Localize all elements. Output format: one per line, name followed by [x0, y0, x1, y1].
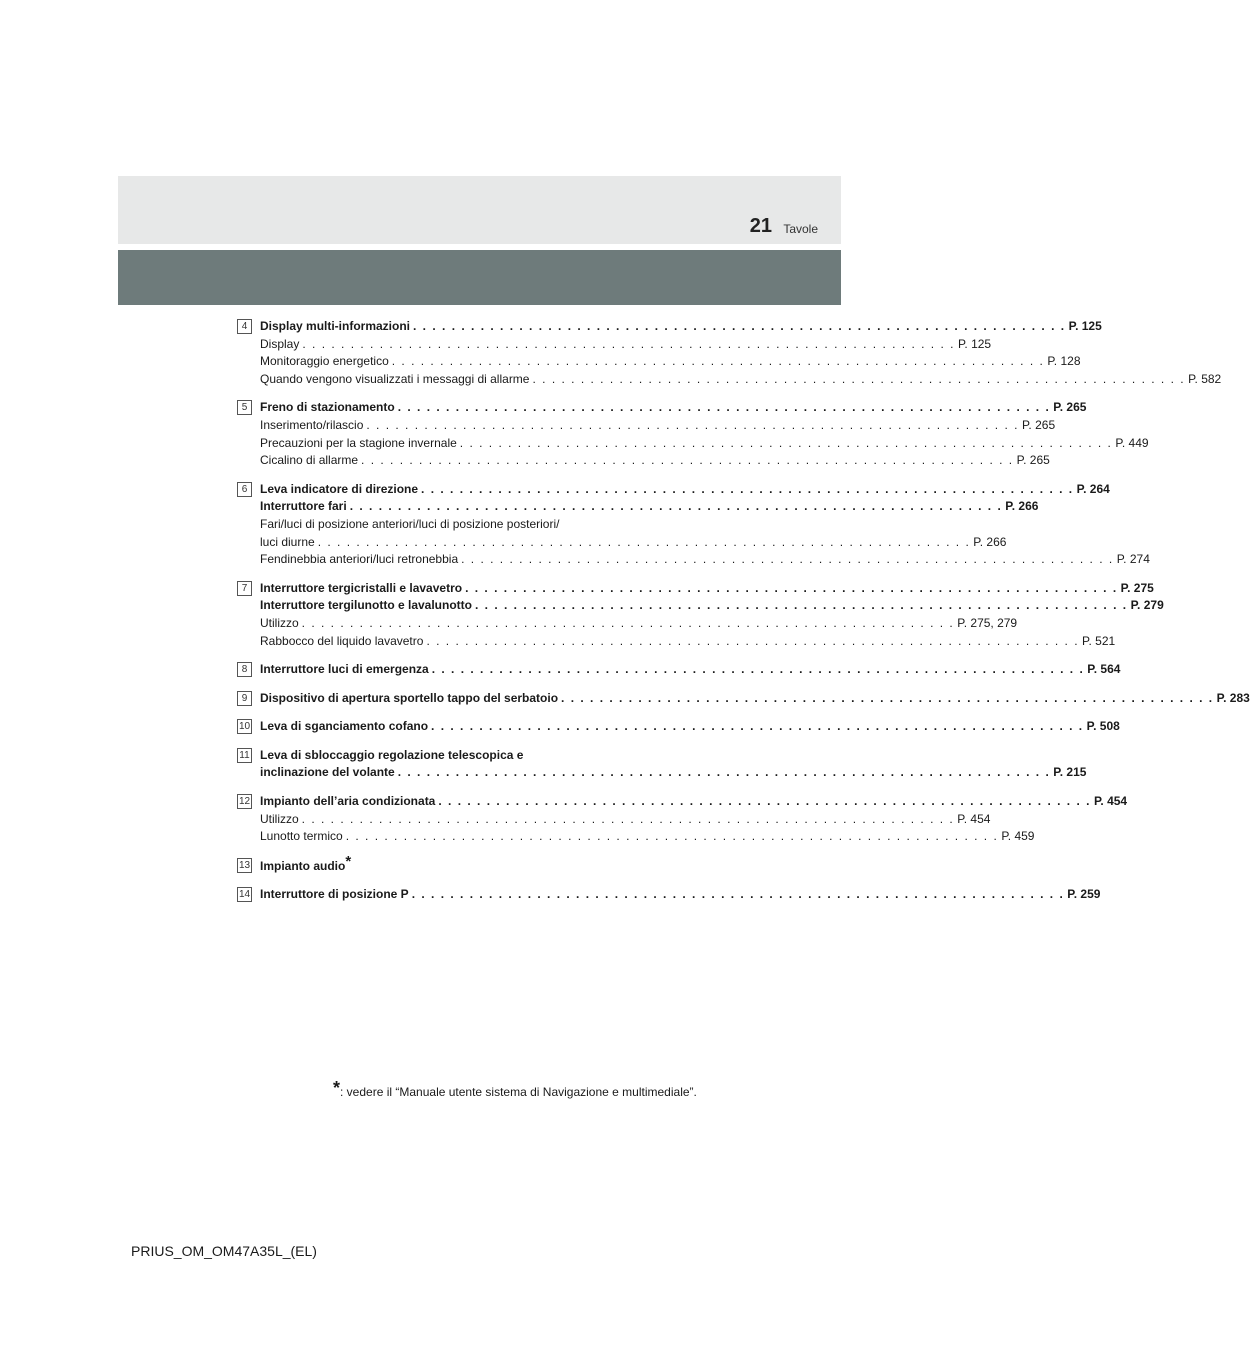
toc-subitem-line[interactable] [260, 534, 1007, 552]
toc-heading-line [260, 747, 723, 765]
page-reference-link[interactable]: P. 521 [1082, 633, 1116, 648]
header-dark-band [118, 250, 841, 305]
toc-item-text: Interruttore fari [260, 499, 347, 514]
toc-entry [237, 886, 1101, 904]
model-code: PRIUS_OM_OM47A35L_(EL) [131, 1243, 317, 1259]
dot-leader: . . . . . . . . . . . . . . . . . . . . . . . . . . . . . . . . . . . . . . . . . . . . . . . . . . . . . . . . . . . . . . . . . . . . [532, 371, 1186, 386]
toc-heading-line[interactable] [260, 318, 1102, 336]
toc-item-text: Interruttore tergilunotto e lavalunotto [260, 598, 472, 613]
footnote-star: * [333, 1078, 341, 1098]
item-number-badge: 5 [237, 400, 252, 415]
header-band [118, 176, 841, 244]
dot-leader: . . . . . . . . . . . . . . . . . . . . . . . . . . . . . . . . . . . . . . . . . . . . . . . . . . . . . . . . . . . . . . . . . . . . [421, 481, 1074, 496]
toc-subitem-line[interactable] [260, 371, 1222, 389]
item-number-badge: 10 [238, 721, 251, 733]
toc-item-text: Leva di sganciamento cofano [260, 719, 429, 734]
toc-heading-line[interactable] [260, 764, 1087, 782]
toc-subitem-line[interactable] [260, 336, 992, 354]
toc-item-text: Dispositivo di apertura sportello tappo del serbatoio [260, 690, 559, 705]
footnote [333, 1080, 697, 1101]
item-number-badge: 7 [237, 581, 252, 596]
dot-leader: . . . . . . . . . . . . . . . . . . . . . . . . . . . . . . . . . . . . . . . . . . . . . . . . . . . . . . . . . . . . . . . . . . . . [366, 417, 1019, 432]
dot-leader: . . . . . . . . . . . . . . . . . . . . . . . . . . . . . . . . . . . . . . . . . . . . . . . . . . . . . . . . . . . . . . . . . . . . [438, 794, 1091, 809]
dot-leader: . . . . . . . . . . . . . . . . . . . . . . . . . . . . . . . . . . . . . . . . . . . . . . . . . . . . . . . . . . . . . . . . . . . . [361, 453, 1014, 468]
toc-subitem-line[interactable] [260, 811, 991, 829]
toc-item-text: Fari/luci di posizione anteriori/luci di posizione posteriori/ [260, 516, 560, 531]
dot-leader: . . . . . . . . . . . . . . . . . . . . . . . . . . . . . . . . . . . . . . . . . . . . . . . . . . . . . . . . . . . . . . . . . . . . [397, 765, 1051, 780]
item-number-badge: 4 [237, 319, 252, 334]
page-reference-link[interactable]: P. 283 [1216, 690, 1250, 705]
item-number-badge: 14 [238, 889, 251, 901]
page-reference-link[interactable]: P. 125 [957, 336, 992, 351]
toc-item-text: Interruttore tergicristalli e lavavetro [260, 580, 463, 595]
page-reference-link[interactable]: P. 274 [1116, 552, 1150, 567]
toc-item-text: Interruttore di posizione P [260, 887, 409, 902]
toc-subitem-line[interactable] [260, 615, 1018, 633]
page-reference-link[interactable]: P. 266 [1005, 499, 1039, 514]
page-reference-link[interactable]: P. 454 [957, 811, 991, 826]
toc-item-text: inclinazione del volante [260, 765, 395, 780]
toc-subitem-line[interactable] [260, 551, 1150, 569]
toc-entry [237, 852, 723, 876]
dot-leader: . . . . . . . . . . . . . . . . . . . . . . . . . . . . . . . . . . . . . . . . . . . . . . . . . . . . . . . . . . . . . . . . . . . . [391, 354, 1045, 369]
footnote-text: : vedere il “Manuale utente sistema di Navigazione e multimediale”. [340, 1085, 697, 1099]
page-number: 21 [749, 215, 772, 237]
dot-leader: . . . . . . . . . . . . . . . . . . . . . . . . . . . . . . . . . . . . . . . . . . . . . . . . . . . . . . . . . . . . . . . . . . . . [317, 534, 971, 549]
page-reference-link[interactable]: P. 265 [1053, 400, 1087, 415]
dot-leader: . . . . . . . . . . . . . . . . . . . . . . . . . . . . . . . . . . . . . . . . . . . . . . . . . . . . . . . . . . . . . . . . . . . . [301, 811, 955, 826]
item-number-badge: 6 [237, 482, 252, 497]
toc-subitem-line[interactable] [260, 353, 1081, 371]
toc-entry [237, 318, 1222, 388]
dot-leader: . . . . . . . . . . . . . . . . . . . . . . . . . . . . . . . . . . . . . . . . . . . . . . . . . . . . . . . . . . . . . . . . . . . . [345, 829, 999, 844]
toc-item-text: Display [260, 336, 300, 351]
dot-leader: . . . . . . . . . . . . . . . . . . . . . . . . . . . . . . . . . . . . . . . . . . . . . . . . . . . . . . . . . . . . . . . . . . . . [413, 319, 1066, 333]
section-title: Tavole [783, 222, 818, 236]
toc-entry [237, 690, 1250, 708]
toc-heading-line[interactable] [260, 481, 1110, 499]
toc-subitem-line [260, 516, 723, 534]
toc-subitem-line[interactable] [260, 452, 1050, 470]
item-number-badge: 11 [237, 748, 252, 763]
item-number-badge: 8 [237, 662, 252, 677]
toc-item-text: Utilizzo [260, 811, 299, 826]
dot-leader: . . . . . . . . . . . . . . . . . . . . . . . . . . . . . . . . . . . . . . . . . . . . . . . . . . . . . . . . . . . . . . . . . . . . [349, 499, 1003, 514]
toc-item-text: Rabbocco del liquido lavavetro [260, 633, 424, 648]
toc-item-text: Display multi-informazioni [260, 319, 411, 333]
toc-heading-line[interactable] [260, 498, 1039, 516]
toc-item-text: Interruttore luci di emergenza [260, 662, 429, 677]
toc-item-text: Cicalino di allarme [260, 453, 359, 468]
dot-leader: . . . . . . . . . . . . . . . . . . . . . . . . . . . . . . . . . . . . . . . . . . . . . . . . . . . . . . . . . . . . . . . . . . . . [302, 336, 955, 351]
toc-item-text: Inserimento/rilascio [260, 417, 364, 432]
dot-leader: . . . . . . . . . . . . . . . . . . . . . . . . . . . . . . . . . . . . . . . . . . . . . . . . . . . . . . . . . . . . . . . . . . . . [465, 580, 1118, 595]
toc-item-text: Precauzioni per la stagione invernale [260, 435, 457, 450]
page-reference-link[interactable]: P. 449 [1115, 435, 1149, 450]
toc-heading-line[interactable] [260, 580, 1154, 598]
toc-item-text: Impianto dell’aria condizionata [260, 794, 436, 809]
toc-entry [237, 661, 1121, 679]
page-reference-link[interactable]: P. 215 [1053, 765, 1087, 780]
toc-subitem-line[interactable] [260, 633, 1116, 651]
dot-leader: . . . . . . . . . . . . . . . . . . . . . . . . . . . . . . . . . . . . . . . . . . . . . . . . . . . . . . . . . . . . . . . . . . . . [561, 690, 1214, 705]
dot-leader: . . . . . . . . . . . . . . . . . . . . . . . . . . . . . . . . . . . . . . . . . . . . . . . . . . . . . . . . . . . . . . . . . . . . [431, 662, 1085, 677]
page-reference-link[interactable]: P. 275 [1120, 580, 1154, 595]
page-reference-link[interactable]: P. 279 [1130, 598, 1164, 613]
page-reference-link[interactable]: P. 264 [1076, 481, 1110, 496]
toc-item-text: Leva indicatore di direzione [260, 481, 419, 496]
page-reference-link[interactable]: P. 459 [1001, 829, 1035, 844]
dot-leader: . . . . . . . . . . . . . . . . . . . . . . . . . . . . . . . . . . . . . . . . . . . . . . . . . . . . . . . . . . . . . . . . . . . . [426, 633, 1080, 648]
toc-item-text: Utilizzo [260, 615, 299, 630]
page-reference-link[interactable]: P. 582 [1188, 371, 1222, 386]
dot-leader: . . . . . . . . . . . . . . . . . . . . . . . . . . . . . . . . . . . . . . . . . . . . . . . . . . . . . . . . . . . . . . . . . . . . [461, 552, 1114, 567]
toc-item-text: Lunotto termico [260, 829, 343, 844]
toc-entry [237, 747, 1087, 782]
toc-subitem-line[interactable] [260, 417, 1056, 435]
table-of-contents [237, 318, 1250, 915]
toc-heading-line[interactable] [260, 690, 1250, 708]
dot-leader: . . . . . . . . . . . . . . . . . . . . . . . . . . . . . . . . . . . . . . . . . . . . . . . . . . . . . . . . . . . . . . . . . . . . [475, 598, 1128, 613]
toc-item-text: Freno di stazionamento [260, 400, 395, 415]
toc-entry [237, 793, 1128, 846]
toc-heading-line[interactable] [260, 886, 1101, 904]
dot-leader: . . . . . . . . . . . . . . . . . . . . . . . . . . . . . . . . . . . . . . . . . . . . . . . . . . . . . . . . . . . . . . . . . . . . [411, 887, 1065, 902]
toc-entry [237, 580, 1164, 650]
toc-entry [237, 481, 1150, 569]
dot-leader: . . . . . . . . . . . . . . . . . . . . . . . . . . . . . . . . . . . . . . . . . . . . . . . . . . . . . . . . . . . . . . . . . . . . [431, 719, 1084, 734]
toc-entry [237, 399, 1149, 469]
toc-item-text: Quando vengono visualizzati i messaggi di allarme [260, 371, 530, 386]
page-reference-link[interactable]: P. 564 [1087, 662, 1121, 677]
page-reference-link[interactable]: P. 265 [1021, 417, 1056, 432]
page-reference-link[interactable]: P. 259 [1067, 887, 1101, 902]
dot-leader: . . . . . . . . . . . . . . . . . . . . . . . . . . . . . . . . . . . . . . . . . . . . . . . . . . . . . . . . . . . . . . . . . . . . [397, 400, 1051, 415]
toc-subitem-line[interactable] [260, 435, 1149, 453]
toc-item-text: luci diurne [260, 534, 315, 549]
toc-item-text: Impianto audio [260, 858, 346, 873]
toc-heading-line[interactable] [260, 718, 1120, 736]
dot-leader: . . . . . . . . . . . . . . . . . . . . . . . . . . . . . . . . . . . . . . . . . . . . . . . . . . . . . . . . . . . . . . . . . . . . [301, 615, 955, 630]
toc-item-text: Leva di sbloccaggio regolazione telescopica e [260, 747, 524, 762]
page-reference-link[interactable]: P. 128 [1047, 354, 1081, 369]
item-number-badge: 12 [238, 796, 251, 808]
toc-subitem-line[interactable] [260, 828, 1035, 846]
page-reference-link[interactable]: P. 454 [1093, 794, 1128, 809]
page-reference-link[interactable]: P. 266 [973, 534, 1007, 549]
toc-heading-line[interactable] [260, 661, 1121, 679]
toc-item-text: Monitoraggio energetico [260, 354, 389, 369]
toc-entry [237, 718, 1120, 736]
page-reference-link[interactable]: P. 125 [1068, 319, 1102, 333]
footnote-marker: * [345, 852, 352, 870]
page-reference-link[interactable]: P. 275, 279 [957, 615, 1018, 630]
dot-leader: . . . . . . . . . . . . . . . . . . . . . . . . . . . . . . . . . . . . . . . . . . . . . . . . . . . . . . . . . . . . . . . . . . . . [459, 435, 1113, 450]
item-number-badge: 13 [238, 859, 251, 871]
toc-heading-line[interactable] [260, 793, 1128, 811]
toc-heading-line [260, 852, 723, 876]
toc-item-text: Fendinebbia anteriori/luci retronebbia [260, 552, 459, 567]
toc-heading-line[interactable] [260, 399, 1087, 417]
toc-heading-line[interactable] [260, 597, 1164, 615]
item-number-badge: 9 [237, 691, 252, 706]
page-reference-link[interactable]: P. 508 [1086, 719, 1120, 734]
page-reference-link[interactable]: P. 265 [1016, 453, 1050, 468]
